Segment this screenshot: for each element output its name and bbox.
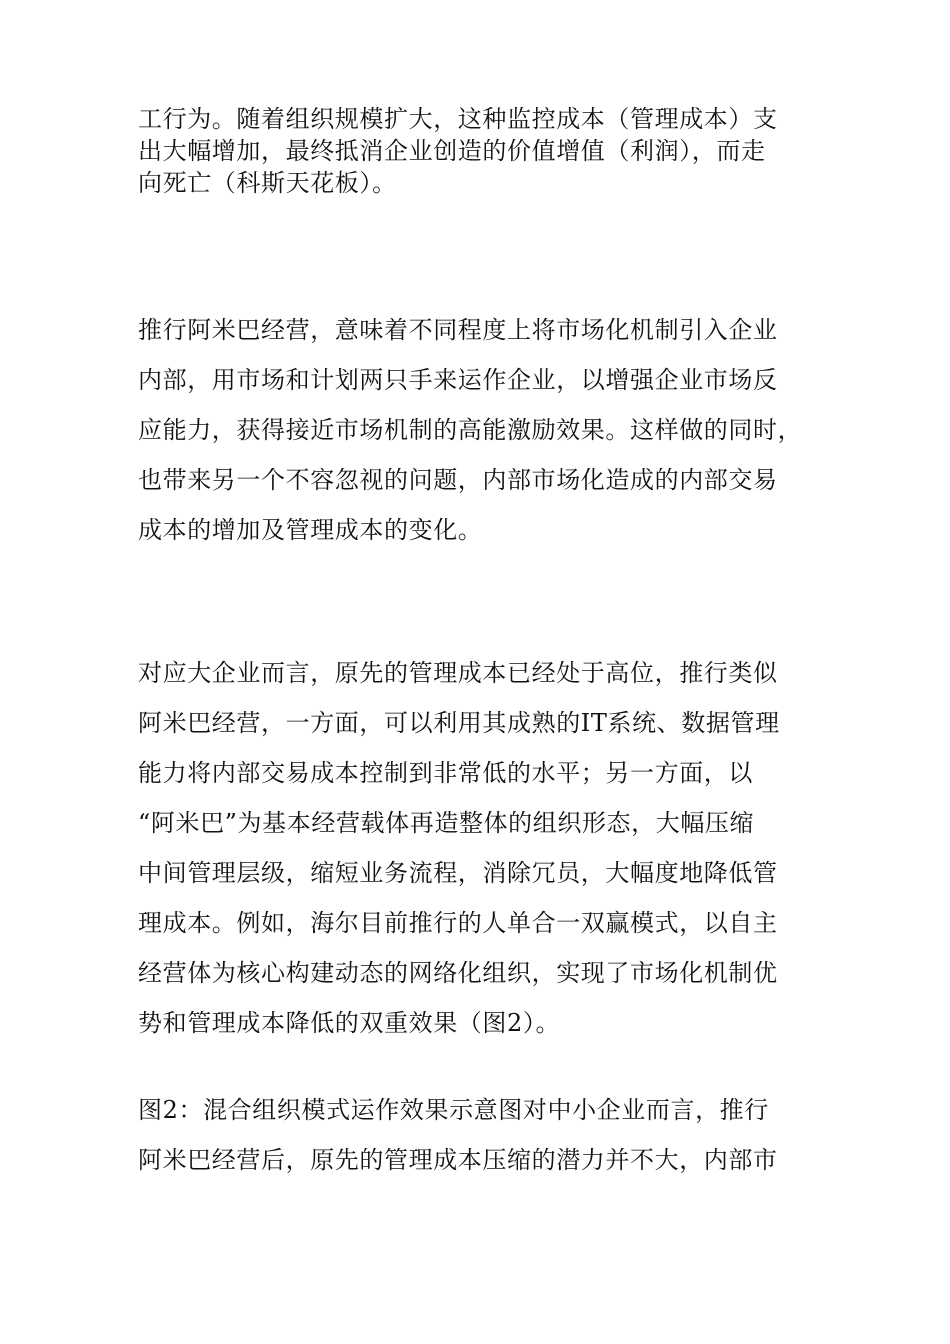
text-line: 成本的增加及管理成本的变化。 — [138, 516, 483, 544]
text-line: “阿米巴”为基本经营载体再造整体的组织形态，大幅压缩 — [138, 809, 755, 837]
paragraph-3 — [138, 648, 818, 1048]
text-line: 也带来另一个不容忽视的问题，内部市场化造成的内部交易 — [138, 466, 778, 494]
text-line: 阿米巴经营后，原先的管理成本压缩的潜力并不大，内部市 — [138, 1146, 778, 1174]
text-line: 经营体为核心构建动态的网络化组织，实现了市场化机制优 — [138, 959, 778, 987]
text-line: 能力将内部交易成本控制到非常低的水平；另一方面，以 — [138, 759, 753, 787]
text-line: 出大幅增加，最终抵消企业创造的价值增值（利润），而走 — [138, 137, 766, 165]
text-line: 向死亡（科斯天花板）。 — [138, 169, 397, 197]
paragraph-1 — [138, 103, 818, 199]
text-line: 阿米巴经营，一方面，可以利用其成熟的IT系统、数据管理 — [138, 709, 780, 737]
paragraph-4 — [138, 1085, 818, 1185]
text-line: 工行为。随着组织规模扩大，这种监控成本（管理成本）支 — [138, 105, 778, 133]
text-line: 内部，用市场和计划两只手来运作企业，以增强企业市场反 — [138, 366, 778, 394]
text-line: 势和管理成本降低的双重效果（图2）。 — [138, 1009, 561, 1037]
text-line: 图2：混合组织模式运作效果示意图对中小企业而言，推行 — [138, 1096, 769, 1124]
text-line: 推行阿米巴经营，意味着不同程度上将市场化机制引入企业 — [138, 316, 778, 344]
text-line: 应能力，获得接近市场机制的高能激励效果。这样做的同时， — [138, 416, 803, 444]
text-line: 中间管理层级，缩短业务流程，消除冗员，大幅度地降低管 — [138, 859, 778, 887]
text-line: 理成本。例如，海尔目前推行的人单合一双赢模式，以自主 — [138, 909, 778, 937]
paragraph-2 — [138, 305, 818, 555]
text-line: 对应大企业而言，原先的管理成本已经处于高位，推行类似 — [138, 659, 778, 687]
